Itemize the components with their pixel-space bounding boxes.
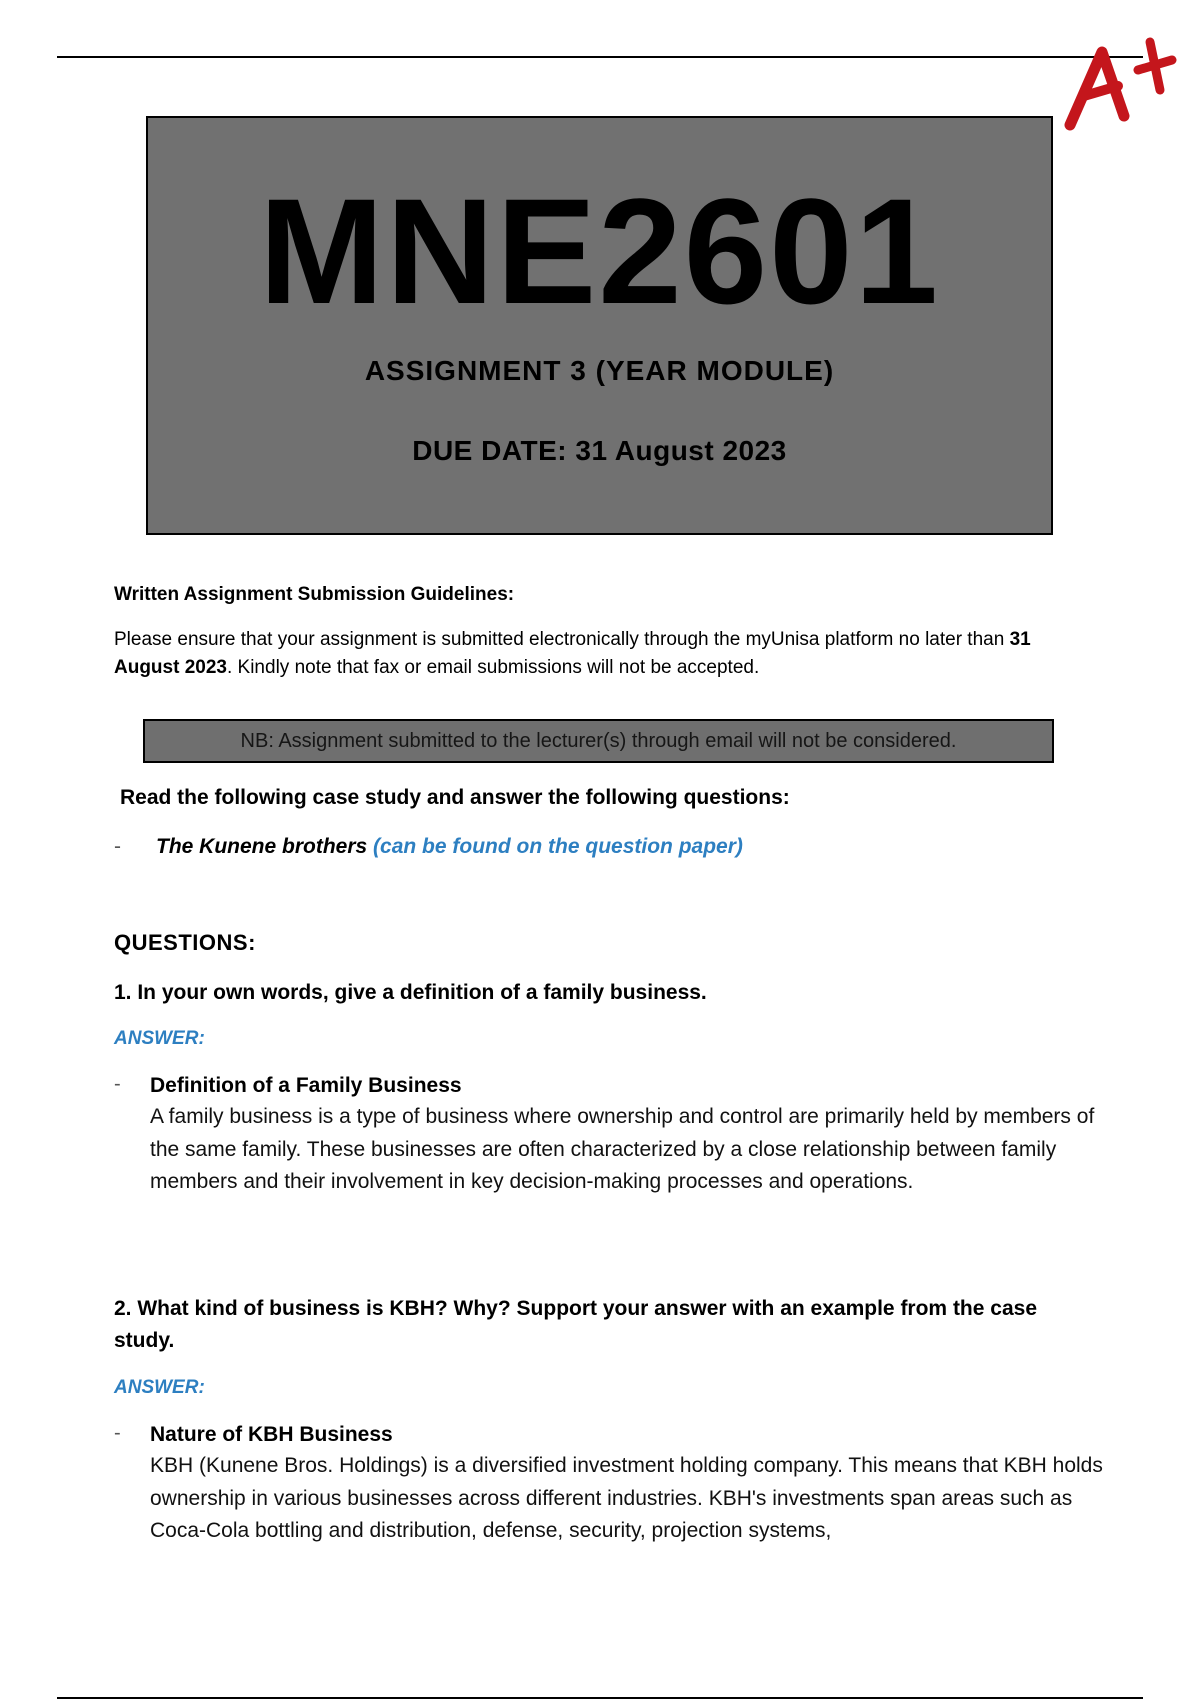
due-date: DUE DATE: 31 August 2023 xyxy=(412,435,787,466)
answer-2-title: Nature of KBH Business xyxy=(150,1423,393,1446)
bottom-rule xyxy=(57,1697,1143,1699)
answer-2-bullet: - xyxy=(114,1422,121,1444)
answer-2-text: KBH (Kunene Bros. Holdings) is a diversified investment holding company. This means that KBH holds ownership in various businesses across different industries. KBH's investments span areas such as Coca-Cola bottling and distribution, defense, security, projection systems, xyxy=(150,1454,1103,1542)
top-rule xyxy=(57,56,1143,58)
question-2: 2. What kind of business is KBH? Why? Support your answer with an example from the case study. xyxy=(114,1297,1037,1352)
case-study-bullet: - xyxy=(114,835,121,858)
answer-1 xyxy=(114,1071,1104,1199)
case-study-instruction: Read the following case study and answer the following questions: xyxy=(120,786,790,809)
guidelines-deadline: 31 August 2023 xyxy=(114,629,1031,678)
answer-1-text: A family business is a type of business where ownership and control are primarily held by members of the same family. These businesses are often characterized by a close relationship between family members and their involvement in key decision-making processes and operations. xyxy=(150,1105,1095,1193)
case-study-item xyxy=(114,834,743,860)
nb-notice: NB: Assignment submitted to the lecturer(s) through email will not be considered. xyxy=(143,719,1054,763)
guidelines-text-2: . Kindly note that fax or email submissions will not be accepted. xyxy=(226,657,760,678)
grade-stamp-icon xyxy=(1060,30,1180,140)
guidelines-body xyxy=(114,626,1094,682)
questions-heading: QUESTIONS: xyxy=(114,930,256,955)
answer-1-title: Definition of a Family Business xyxy=(150,1074,462,1097)
answer-1-bullet: - xyxy=(114,1073,121,1095)
answer-label-1: ANSWER: xyxy=(114,1028,205,1049)
answer-2 xyxy=(114,1420,1104,1548)
module-code: MNE2601 xyxy=(258,167,941,335)
case-study-note: (can be found on the question paper) xyxy=(373,835,743,858)
cover-box xyxy=(146,116,1053,535)
question-1: 1. In your own words, give a definition of a family business. xyxy=(114,981,707,1004)
answer-label-2: ANSWER: xyxy=(114,1377,205,1398)
guidelines-text-1: Please ensure that your assignment is submitted electronically through the myUnisa platform no later than xyxy=(114,629,1010,650)
assignment-title: ASSIGNMENT 3 (YEAR MODULE) xyxy=(364,355,835,386)
guidelines-heading: Written Assignment Submission Guidelines: xyxy=(114,584,515,605)
case-study-name: The Kunene brothers xyxy=(156,835,368,858)
